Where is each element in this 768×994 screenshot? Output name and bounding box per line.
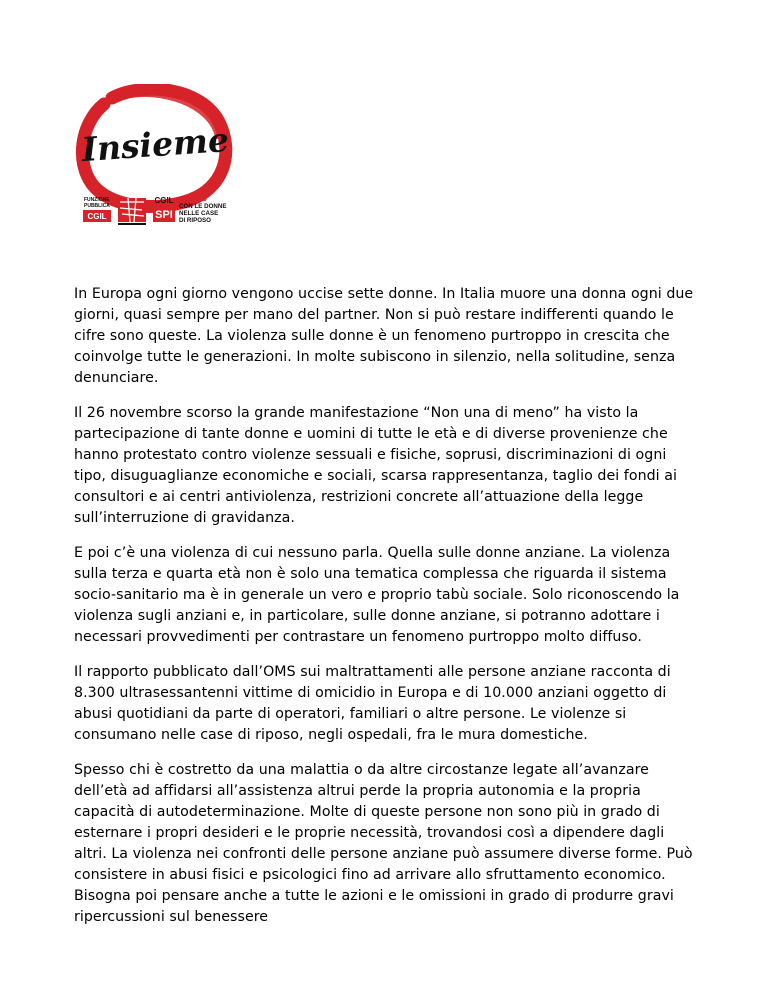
paragraph-3: E poi c’è una violenza di cui nessuno parla. Quella sulle donne anziane. La violenza sulla terza e quarta età non è solo una tematica complessa che riguarda il sistema socio-sanitario ma è in generale un vero e proprio tabù sociale. Solo riconoscendo la violenza sugli anziani e, in particolare, sulle donne anziane, si potranno adottare i necessari provvedimenti per contrastare un fenomeno purtroppo molto diffuso.	[74, 545, 680, 645]
cgil-label: CGIL	[154, 196, 174, 205]
paragraph-5: Spesso chi è costretto da una malattia o da altre circostanze legate all’avanzare dell’età ad affidarsi all’assistenza altrui perde la propria autonomia e la propria capacità di autodeterminazione. Molte di queste persone non sono più in grado di esternare i propri desideri e le proprie necessità, trovandosi così a dipendere dagli altri. La violenza nei confronti delle persone anziane può assumere diverse forme. Può consistere in abusi fisici e psicologici fino ad arrivare allo sfruttamento economico. Bisogna poi pensare anche a tutte le azioni e le omissioni in grado di produrre gravi ripercussioni sul benessere	[74, 762, 693, 925]
spi-label: SPI	[155, 209, 173, 221]
event-line2: CON LE DONNE	[179, 203, 227, 210]
insieme-logo-graphic	[72, 84, 234, 234]
logo-title: Insieme	[80, 119, 231, 170]
event-line3: NELLE CASE	[179, 210, 219, 217]
emblem-icon	[118, 198, 146, 225]
paragraph-2: Il 26 novembre scorso la grande manifestazione “Non una di meno” ha visto la partecipazione di tante donne e uomini di tutte le età e di diverse provenienze che hanno protestato contro violenze sessuali e fisiche, soprusi, discriminazioni di ogni tipo, disuguaglianze economiche e sociali, scarsa rappresentanza, taglio dei fondi ai consultori e ai centri antiviolenza, restrizioni concrete all’attuazione della legge sull’interruzione di gravidanza.	[74, 405, 677, 526]
fp-line2: PUBBLICA	[84, 203, 110, 209]
spi-cgil-mark	[153, 196, 175, 222]
insieme-logo	[72, 84, 234, 234]
paragraph-1: In Europa ogni giorno vengono uccise sette donne. In Italia muore una donna ogni due giorni, quasi sempre per mano del partner. Non si può restare indifferenti quando le cifre sono queste. La violenza sulle donne è un fenomeno purtroppo in crescita che coinvolge tutte le generazioni. In molte subiscono in silenzio, nella solitudine, senza denunciare.	[74, 286, 694, 386]
paragraph-4: Il rapporto pubblicato dall’OMS sui maltrattamenti alle persone anziane racconta di 8.300 ultrasessantenni vittime di omicidio in Europa e di 10.000 anziani oggetto di abusi quotidiani da parte di operatori, familiari o altre persone. Le violenze si consumano nelle case di riposo, negli ospedali, fra le mura domestiche.	[74, 664, 671, 743]
fp-line1: FUNZIONE	[84, 197, 110, 203]
event-line4: DI RIPOSO	[179, 217, 211, 224]
event-line1: 8 MARZO	[179, 196, 207, 203]
fp-brand: CGIL	[87, 212, 107, 221]
event-caption	[179, 196, 226, 224]
article-body	[74, 284, 698, 942]
fp-cgil-mark	[83, 197, 111, 222]
